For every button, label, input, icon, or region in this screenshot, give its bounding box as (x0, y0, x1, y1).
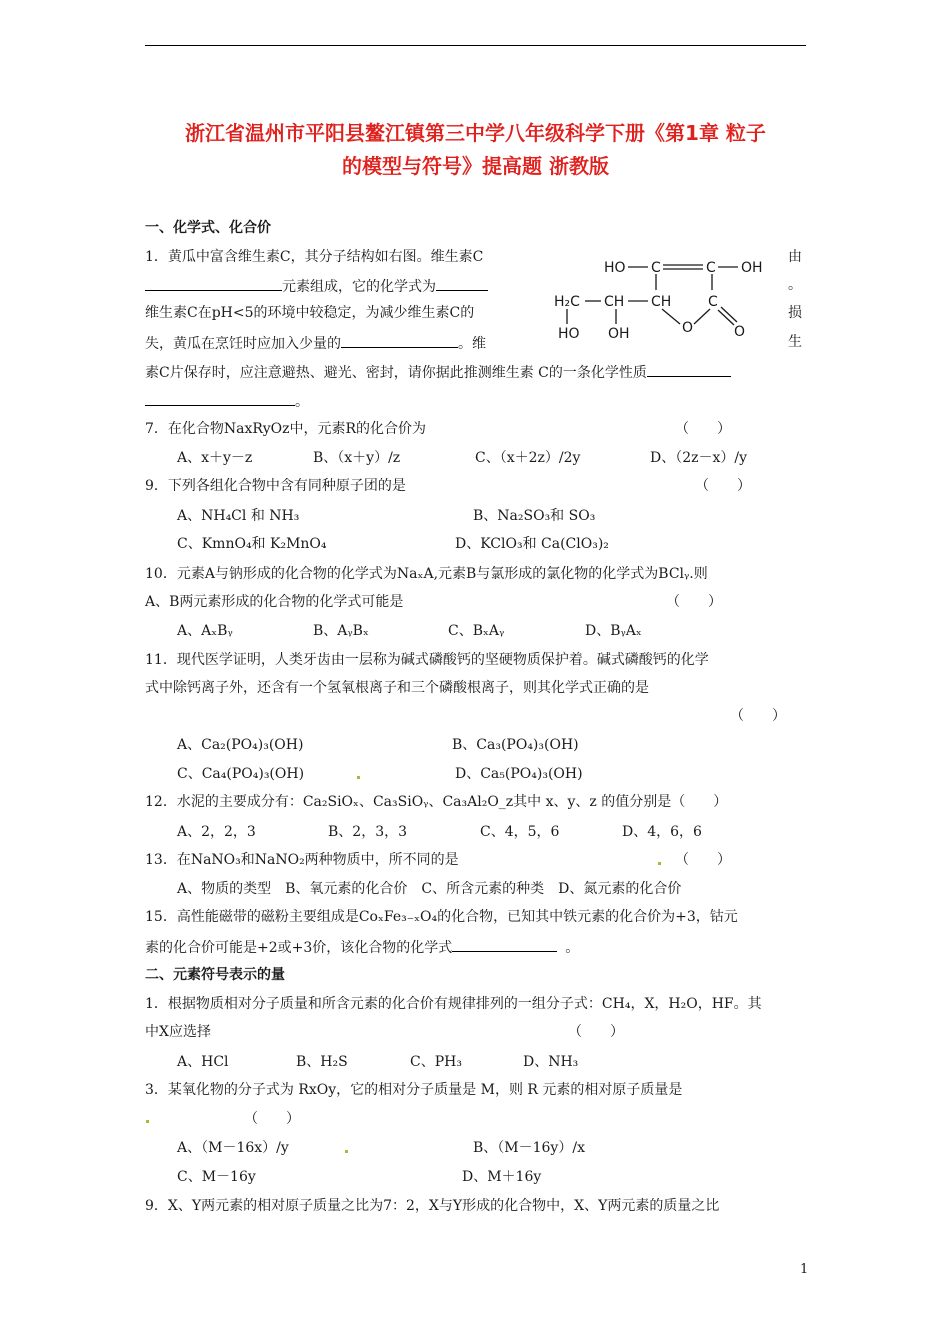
mol-h2c: H₂C (554, 294, 580, 310)
q1-blank-additive[interactable] (341, 333, 458, 348)
q9-option-b[interactable]: B、Na₂SO₃和 SO₃ (473, 508, 596, 524)
q1-line5-text: 素C片保存时，应注意避热、避光、密封，请你据此推测维生素 C的一条化学性质 (145, 365, 647, 381)
q1-line3: 维生素C在pH<5的环境中较稳定，为减少维生素C的 (145, 305, 475, 321)
mol-o-ring: O (682, 320, 694, 336)
q1-line5 (145, 362, 731, 382)
s2q3-option-d[interactable]: D、M＋16y (462, 1169, 542, 1185)
q15-line1: 15．高性能磁带的磁粉主要组成是CoₓFe₃₋ₓO₄的化合物，已知其中铁元素的化合价为+3，钴元 (145, 909, 738, 925)
q10-line1: 10．元素A与钠形成的化合物的化学式为NaₓA,元素B与氯形成的氯化物的化学式为BClᵧ.则 (145, 566, 708, 582)
mol-oh-right: OH (741, 260, 763, 276)
q7-option-d[interactable]: D、（2z－x）/y (650, 450, 748, 466)
q13-stem: 13．在NaNO₃和NaNO₂两种物质中，所不同的是 (145, 852, 459, 868)
mol-c-b: C (706, 260, 716, 276)
q1-line1-end: 由 (788, 249, 802, 265)
s2q3-answer-paren[interactable]: （ ） (244, 1111, 300, 1127)
q10-line2: A、B两元素形成的化合物的化学式可能是 (145, 594, 404, 610)
s2q1-option-d[interactable]: D、NH₃ (523, 1054, 579, 1070)
q1-line4-tail: 。维 (458, 336, 486, 352)
mol-ho-bottom: HO (558, 326, 580, 342)
q12-stem: 12．水泥的主要成分有：Ca₂SiOₓ、Ca₃SiOᵧ、Ca₃Al₂O_z其中 x、y、z 的值分别是（ ） (145, 794, 728, 810)
q1-line2-text: 元素组成，它的化学式为 (282, 279, 436, 295)
q1-blank-formula[interactable] (436, 276, 488, 291)
q9-option-c[interactable]: C、KmnO₄和 K₂MnO₄ (177, 536, 327, 552)
s2q1-option-a[interactable]: A、HCl (177, 1054, 229, 1070)
mol-ch-right: CH (651, 294, 672, 310)
mol-ch-mid: CH (604, 294, 625, 310)
mol-oh-bottom: OH (608, 326, 630, 342)
s2q1-line2: 中X应选择 (145, 1024, 211, 1040)
q10-option-c[interactable]: C、BₓAᵧ (448, 623, 505, 639)
s2q1-option-c[interactable]: C、PH₃ (410, 1054, 462, 1070)
s2q3-line1: 3．某氧化物的分子式为 RxOy，它的相对分子质量是 M，则 R 元素的相对原子质量是 (145, 1082, 683, 1098)
q12-option-c[interactable]: C、4，5，6 (480, 824, 560, 840)
q7-option-a[interactable]: A、x＋y－z (177, 450, 253, 466)
doc-title-line1: 浙江省温州市平阳县鳌江镇第三中学八年级科学下册《第1章 粒子 (185, 121, 766, 145)
q15-blank-formula[interactable] (452, 937, 557, 952)
q1-line2-end: 。 (788, 277, 802, 293)
q9-option-a[interactable]: A、NH₄Cl 和 NH₃ (177, 508, 300, 524)
q15-line2-text: 素的化合价可能是+2或+3价，该化合物的化学式 (145, 940, 453, 956)
q10-option-b[interactable]: B、AᵧBₓ (313, 623, 369, 639)
q10-answer-paren[interactable]: （ ） (666, 594, 722, 610)
q7-answer-paren[interactable]: （ ） (675, 421, 731, 437)
top-rule (145, 45, 806, 46)
stray-dot (345, 1150, 348, 1153)
q1-blank-property-a[interactable] (647, 362, 731, 377)
q7-stem: 7．在化合物NaxRyOz中，元素R的化合价为 (145, 421, 426, 437)
q1-line4-end: 生 (788, 334, 802, 350)
s2q1-answer-paren[interactable]: （ ） (568, 1024, 624, 1040)
q1-line4-text: 失，黄瓜在烹饪时应加入少量的 (145, 336, 341, 352)
stray-dot (658, 862, 661, 865)
mol-ho-left: HO (604, 260, 626, 276)
q9-option-d[interactable]: D、KClO₃和 Ca(ClO₃)₂ (455, 536, 609, 552)
mol-o-carbonyl: O (734, 324, 746, 340)
q11-option-d[interactable]: D、Ca₅(PO₄)₃(OH) (455, 766, 583, 782)
q15-line2 (145, 937, 579, 957)
page-number: 1 (800, 1262, 809, 1277)
q11-line1: 11．现代医学证明，人类牙齿由一层称为碱式磷酸钙的坚硬物质保护着。碱式磷酸钙的化学 (145, 652, 709, 668)
q9-stem: 9．下列各组化合物中含有同种原子团的是 (145, 478, 406, 494)
q1-line4 (145, 333, 486, 353)
q10-option-a[interactable]: A、AₓBᵧ (177, 623, 233, 639)
q12-option-b[interactable]: B、2，3，3 (328, 824, 408, 840)
vitamin-c-structure-diagram (548, 252, 780, 352)
q1-blank-elements[interactable] (145, 276, 282, 291)
stray-dot (357, 776, 360, 779)
q12-option-d[interactable]: D、4，6，6 (622, 824, 702, 840)
q11-option-a[interactable]: A、Ca₂(PO₄)₃(OH) (177, 737, 304, 753)
q1-line6 (145, 391, 309, 411)
s2q3-option-a[interactable]: A、（M－16x）/y (177, 1140, 289, 1156)
q1-line1: 1．黄瓜中富含维生素C，其分子结构如右图。维生素C (145, 249, 484, 265)
q11-option-b[interactable]: B、Ca₃(PO₄)₃(OH) (452, 737, 579, 753)
mol-c-ring: C (708, 294, 718, 310)
mol-c-a: C (651, 260, 661, 276)
stray-dot (146, 1120, 149, 1123)
q11-answer-paren[interactable]: （ ） (730, 708, 786, 724)
q13-answer-paren[interactable]: （ ） (675, 852, 731, 868)
s2q1-option-b[interactable]: B、H₂S (296, 1054, 348, 1070)
doc-title-line2: 的模型与符号》提高题 浙教版 (342, 154, 609, 178)
section-heading-1: 一、化学式、化合价 (145, 220, 271, 236)
q15-line2-end: 。 (565, 940, 580, 956)
q9-answer-paren[interactable]: （ ） (695, 478, 751, 494)
s2q3-option-c[interactable]: C、M－16y (177, 1169, 256, 1185)
q1-line2 (145, 276, 488, 296)
q12-option-a[interactable]: A、2，2，3 (177, 824, 256, 840)
q11-line2: 式中除钙离子外，还含有一个氢氧根离子和三个磷酸根离子，则其化学式正确的是 (145, 680, 649, 696)
s2q1-line1: 1．根据物质相对分子质量和所含元素的化合价有规律排列的一组分子式：CH₄，X，H₂O，HF。其 (145, 996, 762, 1012)
q1-line6-text: 。 (295, 394, 309, 410)
q1-blank-property-b[interactable] (145, 391, 295, 406)
q1-line3-end: 损 (788, 305, 802, 321)
q7-option-c[interactable]: C、（x＋2z）/2y (475, 450, 581, 466)
q13-options[interactable]: A、物质的类型 B、氧元素的化合价 C、所含元素的种类 D、氮元素的化合价 (177, 881, 682, 897)
q10-option-d[interactable]: D、BᵧAₓ (585, 623, 642, 639)
q7-option-b[interactable]: B、（x＋y）/z (313, 450, 401, 466)
s2q3-option-b[interactable]: B、（M－16y）/x (473, 1140, 585, 1156)
s2q9-line1: 9．X、Y两元素的相对原子质量之比为7：2，X与Y形成的化合物中，X、Y两元素的质量之比 (145, 1198, 720, 1214)
q11-option-c[interactable]: C、Ca₄(PO₄)₃(OH) (177, 766, 305, 782)
section-heading-2: 二、元素符号表示的量 (145, 967, 285, 983)
